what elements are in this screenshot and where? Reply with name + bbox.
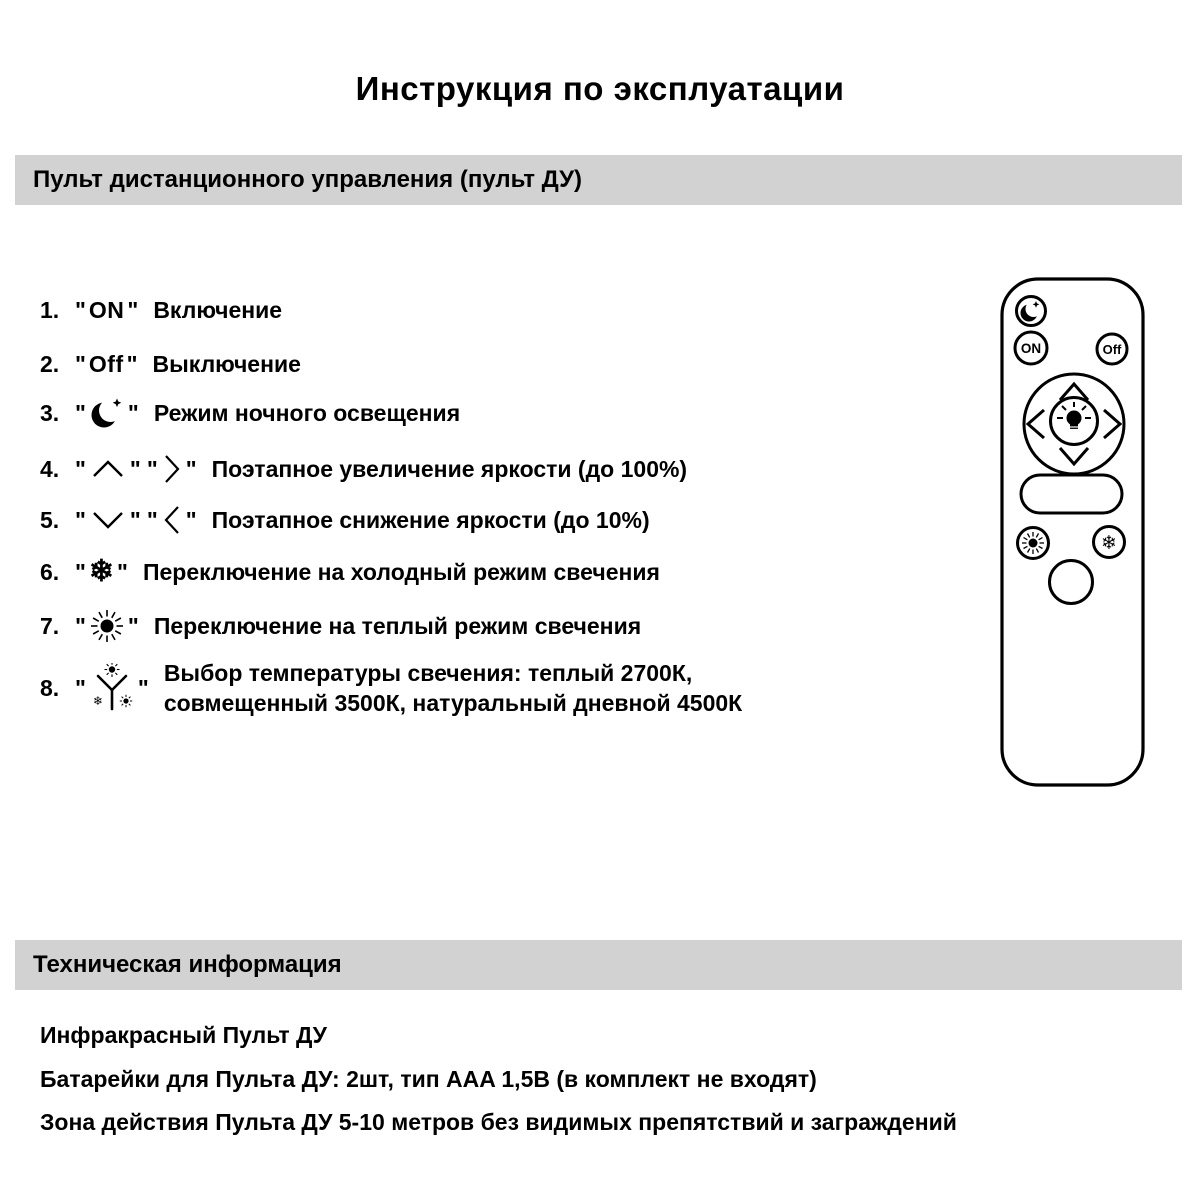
- item-number: 2.: [40, 350, 60, 377]
- moon-icon: [89, 395, 125, 431]
- off-button-label: Off: [1102, 342, 1122, 357]
- quote-mark: ": [75, 506, 86, 533]
- quote-mark: ": [117, 558, 128, 585]
- list-item: [40, 497, 650, 543]
- item-number: 5.: [40, 506, 60, 533]
- quote-mark: ": [127, 612, 139, 639]
- list-item: [40, 658, 742, 718]
- quote-mark: ": [75, 455, 86, 482]
- quote-mark: ": [75, 612, 86, 639]
- item-text: Поэтапное увеличение яркости (до 100%): [211, 456, 688, 482]
- on-keyword: ON: [88, 296, 125, 323]
- quote-mark: ": [75, 558, 86, 585]
- item-number: 3.: [40, 399, 60, 426]
- off-keyword: Off: [88, 350, 124, 377]
- warm-mode-button: [1018, 528, 1049, 559]
- quote-mark: ": [137, 674, 149, 701]
- item-number: 7.: [40, 612, 60, 639]
- quote-mark: ": [126, 350, 138, 377]
- list-item: [40, 390, 460, 436]
- quote-mark: ": [185, 455, 197, 482]
- section-header-tech: [15, 940, 1182, 990]
- svg-text:❄: ❄: [92, 694, 103, 708]
- item-text: Переключение на холодный режим свечения: [142, 559, 660, 585]
- list-item: [40, 549, 660, 595]
- item-text: Режим ночного освещения: [153, 400, 461, 426]
- item-text: Выключение: [152, 351, 301, 377]
- quote-mark: ": [75, 399, 86, 426]
- item-text: Поэтапное снижение яркости (до 10%): [211, 507, 650, 533]
- section-header-tech-label: Техническая информация: [33, 951, 342, 978]
- chevron-up-icon: [89, 456, 127, 482]
- quote-mark: ": [127, 296, 139, 323]
- quote-mark: ": [127, 399, 139, 426]
- page-title: Инструкция по эксплуатации: [355, 70, 845, 107]
- section-header-remote-label: Пульт дистанционного управления (пульт ДУ): [33, 166, 582, 193]
- angle-right-icon: [161, 452, 183, 486]
- list-item: [40, 446, 687, 492]
- sun-icon: [89, 608, 125, 644]
- remote-control-illustration: [1000, 277, 1145, 787]
- item-text: Включение: [153, 297, 283, 323]
- snowflake-icon: ❄: [1101, 532, 1117, 554]
- quote-mark: ": [75, 350, 86, 377]
- list-item: [40, 341, 301, 387]
- list-item: [40, 603, 641, 649]
- angle-left-icon: [161, 503, 183, 537]
- list-item: [40, 287, 282, 333]
- tech-info-line: Инфракрасный Пульт ДУ: [40, 1022, 327, 1048]
- quote-mark: ": [146, 455, 158, 482]
- color-temperature-icon: [89, 663, 135, 713]
- item-number: 6.: [40, 558, 60, 585]
- snowflake-icon: ❄: [88, 555, 115, 588]
- tech-info-line: Зона действия Пульта ДУ 5-10 метров без видимых препятствий и заграждений: [40, 1109, 957, 1135]
- on-button-label: ON: [1020, 341, 1042, 356]
- item-number: 1.: [40, 296, 60, 323]
- quote-mark: ": [75, 674, 86, 701]
- section-header-remote: [15, 155, 1182, 205]
- quote-mark: ": [75, 296, 86, 323]
- quote-mark: ": [185, 506, 197, 533]
- chevron-down-icon: [89, 507, 127, 533]
- item-text: Выбор температуры свечения: теплый 2700К, совмещенный 3500К, натуральный дневной 4500К: [163, 660, 743, 716]
- tech-info-line: Батарейки для Пульта ДУ: 2шт, тип AAA 1,5В (в комплект не входят): [40, 1066, 817, 1092]
- quote-mark: ": [129, 506, 141, 533]
- quote-mark: ": [146, 506, 158, 533]
- item-number: 8.: [40, 674, 60, 701]
- item-number: 4.: [40, 455, 60, 482]
- item-text: Переключение на теплый режим свечения: [153, 613, 642, 639]
- quote-mark: ": [129, 455, 141, 482]
